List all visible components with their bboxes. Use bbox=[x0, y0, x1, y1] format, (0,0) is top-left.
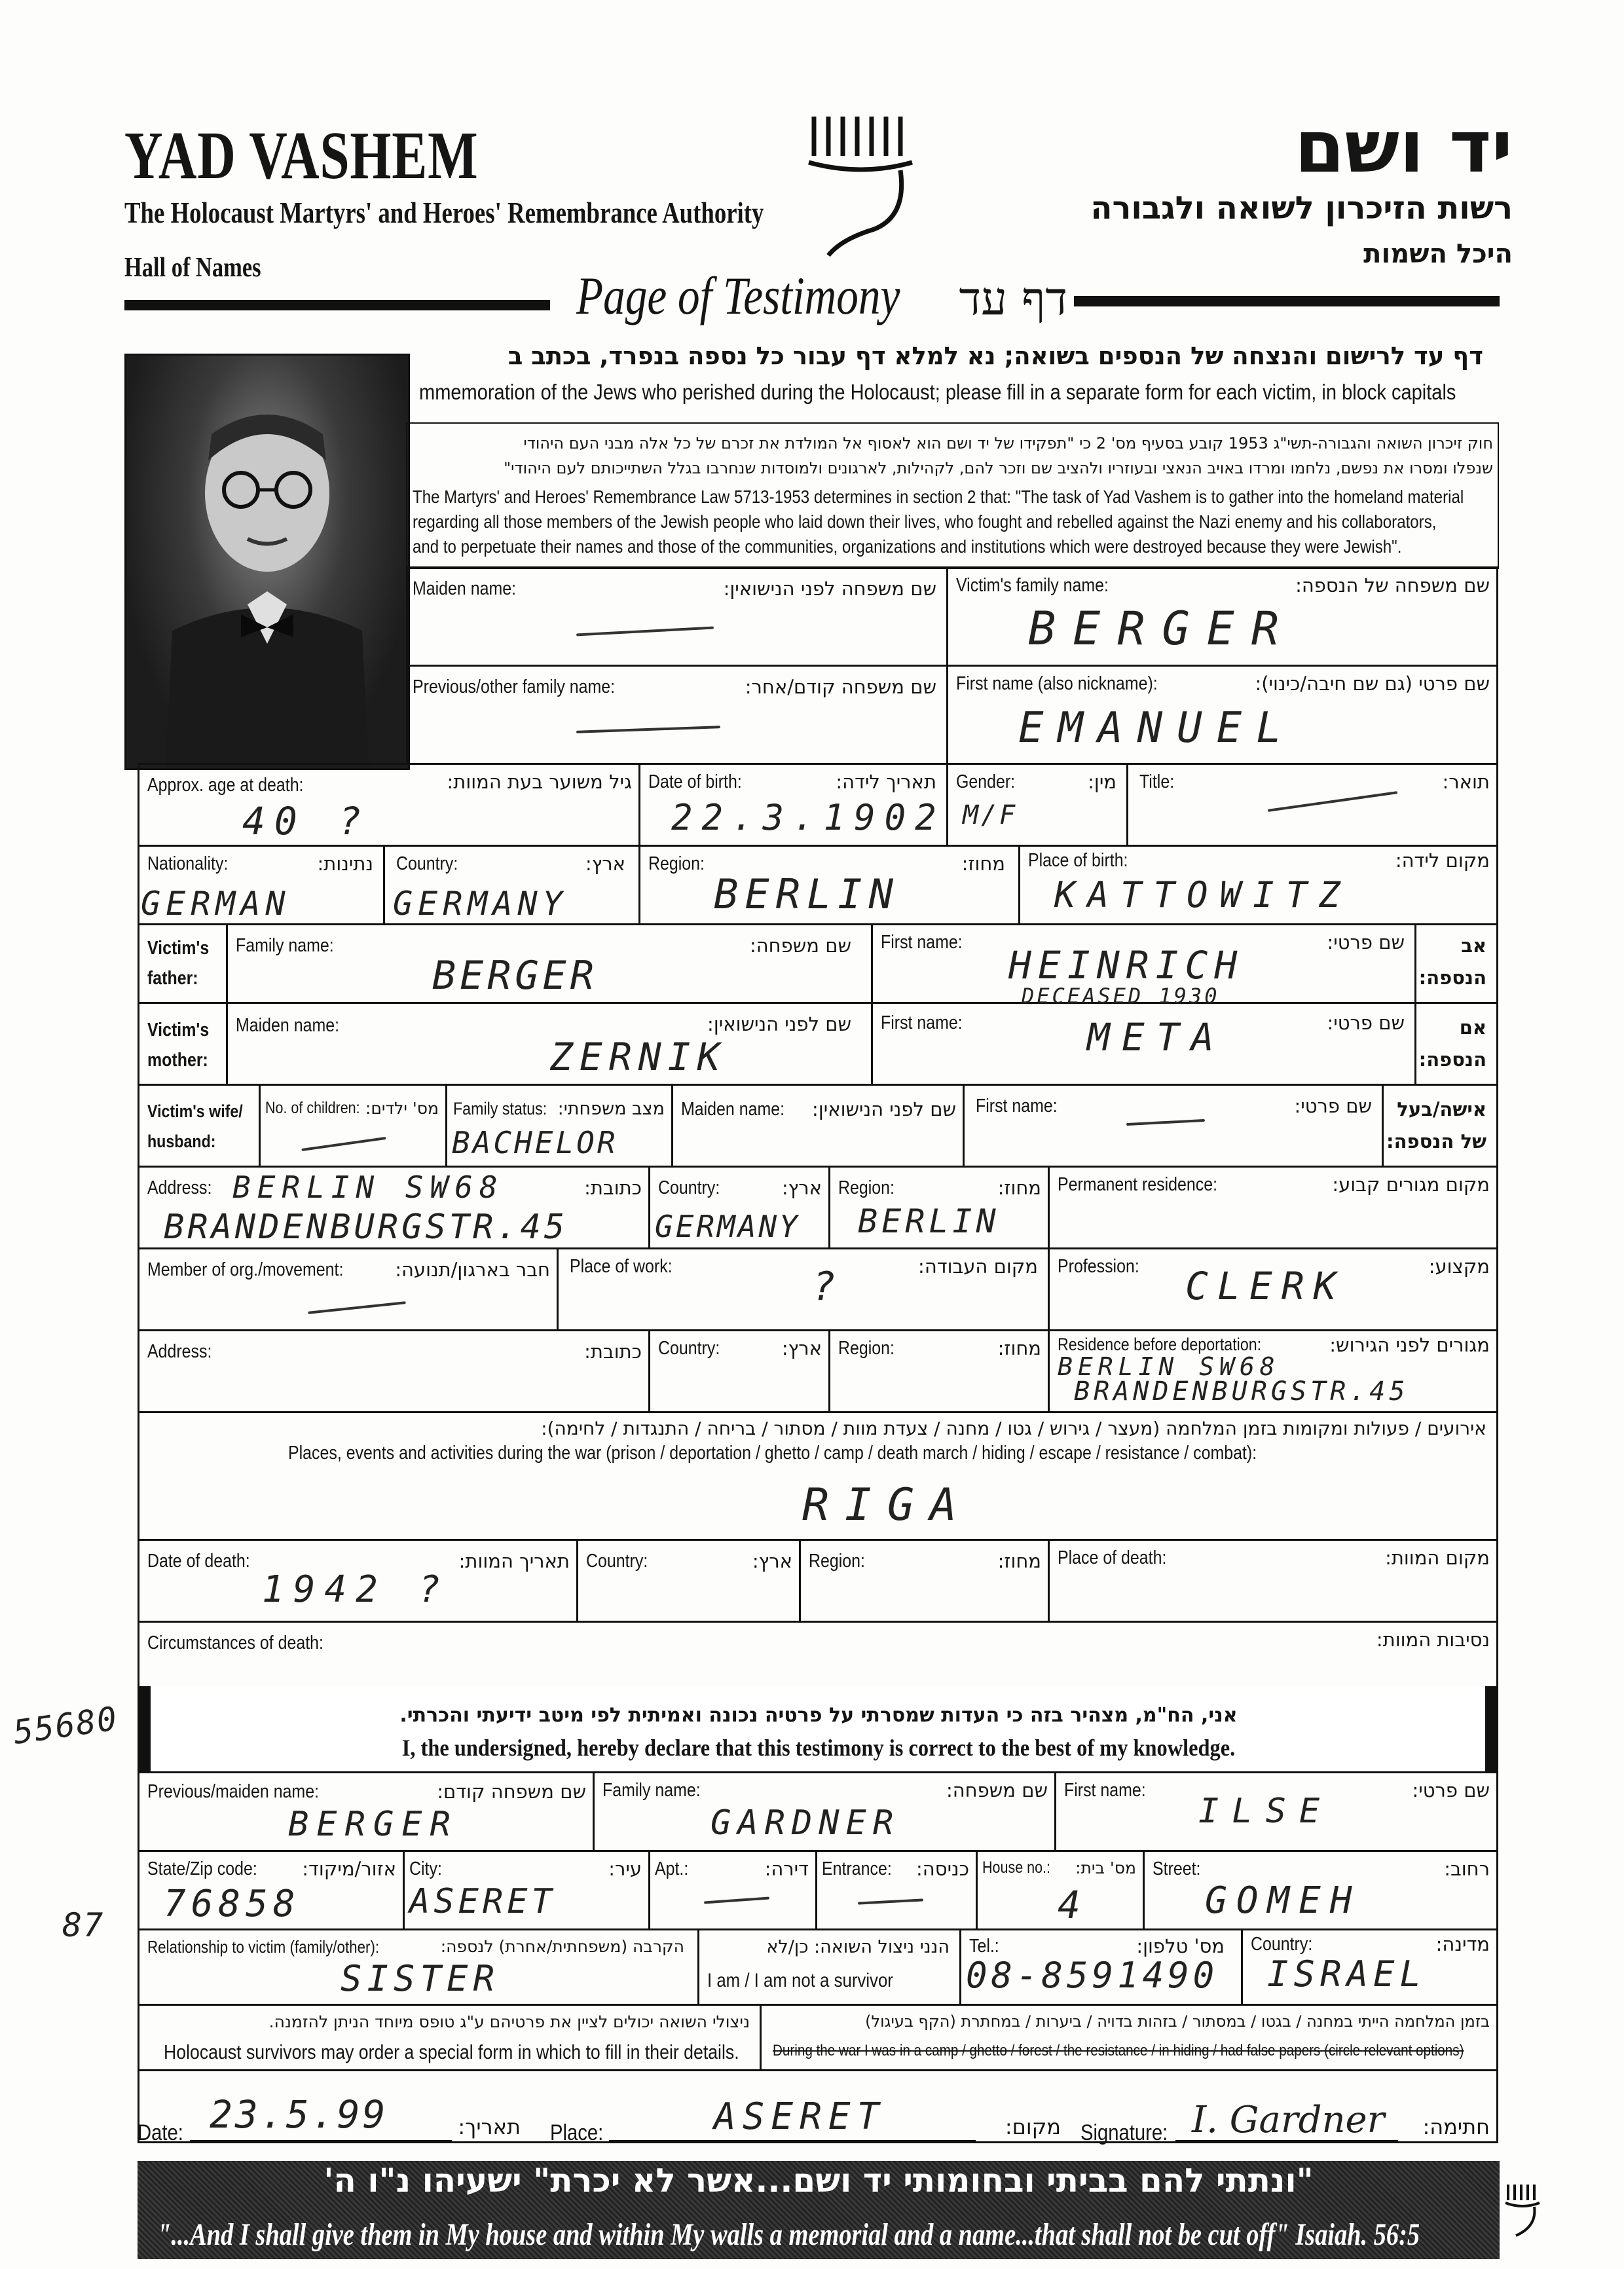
org-subtitle-en: The Holocaust Martyrs' and Heroes' Remembrance Authority bbox=[124, 196, 764, 229]
declaration-he: אני, הח"מ, מצהיר בזה כי העדות שמסרתי על פרטיה נכונה ואמיתית לפי מיטב ידיעתי והכרתי. bbox=[399, 1704, 1238, 1727]
death-region-label: Region: bbox=[809, 1551, 865, 1572]
place-of-birth-label-he: מקום לידה: bbox=[1395, 849, 1490, 872]
title-label: Title: bbox=[1139, 771, 1175, 792]
age-at-death-label-he: גיל משוער בעת המוות: bbox=[447, 771, 632, 793]
permanent-residence-label: Permanent residence: bbox=[1058, 1174, 1217, 1195]
address-region-label-he: מחוז: bbox=[997, 1177, 1041, 1199]
relationship-label-he: הקרבה (משפחתית/אחרת) לנספה: bbox=[440, 1937, 684, 1956]
dob-label-he: תאריך לידה: bbox=[836, 771, 936, 793]
family-status-label-he: מצב משפחתי: bbox=[557, 1099, 665, 1119]
victims-mother-label: Victim's mother: bbox=[147, 1020, 210, 1071]
signature-label: Signature: bbox=[1080, 2120, 1168, 2145]
death-country-label-he: ארץ: bbox=[752, 1550, 792, 1572]
entrance-label-he: כניסה: bbox=[916, 1858, 969, 1880]
address2-country-label-he: ארץ: bbox=[781, 1337, 822, 1359]
circumstances-label-he: נסיבות המוות: bbox=[1376, 1629, 1490, 1651]
country-label: Country: bbox=[396, 853, 458, 874]
spouse-label: Victim's wife/ husband: bbox=[147, 1101, 243, 1151]
form-title-he: דף עד bbox=[959, 272, 1067, 325]
wartime-en: During the war I was in a camp / ghetto / forest / the resistance / in hiding / had false papers (circle relevant options) bbox=[773, 2042, 1464, 2059]
date-label: Date: bbox=[138, 2120, 183, 2145]
law-en-2: regarding all those members of the Jewish people who laid down their lives, who fought and rebelled against the Nazi enemy and his collaborators, bbox=[413, 511, 1437, 532]
region-label-he: מחוז: bbox=[961, 853, 1005, 875]
death-country-label: Country: bbox=[586, 1551, 648, 1572]
entrance-label: Entrance: bbox=[822, 1858, 892, 1879]
law-he-1: חוק זיכרון השואה והגבורה-תשי"ג 1953 קובע בסעיף מס' 2 כי "תפקידו של יד ושם הוא לאסוף אל המולדת את זכרם של כל אלה מבני העם היהודי bbox=[523, 435, 1493, 451]
submitter-first-name-label-he: שם פרטי: bbox=[1412, 1779, 1490, 1801]
zip-value[interactable]: 76858 bbox=[164, 1883, 301, 1925]
spouse-maiden-label: Maiden name: bbox=[681, 1099, 785, 1120]
footer-logo-icon bbox=[1503, 2181, 1542, 2240]
events-label: Places, events and activities during the war (prison / deportation / ghetto / camp / death march / hiding / escape / resistance / combat): bbox=[288, 1443, 1257, 1464]
submitter-family-name-value[interactable]: GARDNER bbox=[710, 1803, 900, 1843]
death-region-label-he: מחוז: bbox=[997, 1550, 1041, 1572]
father-first-name-value[interactable]: HEINRICH bbox=[1008, 943, 1244, 987]
victim-first-name-value[interactable]: EMANUEL bbox=[1018, 704, 1296, 752]
zip-label-he: אזור/מיקוד: bbox=[302, 1858, 396, 1880]
nationality-label-he: נתינות: bbox=[317, 853, 373, 875]
date-of-death-value[interactable]: 1942 ? bbox=[262, 1568, 450, 1611]
submitter-previous-name-label-he: שם משפחה קודם: bbox=[437, 1780, 586, 1803]
place-of-death-label-he: מקום המוות: bbox=[1385, 1547, 1490, 1569]
submitter-first-name-label: First name: bbox=[1064, 1780, 1146, 1801]
member-org-label-he: חבר בארגון/תנועה: bbox=[395, 1259, 550, 1281]
mother-first-name-value[interactable]: META bbox=[1087, 1015, 1226, 1060]
org-title-en: YAD VASHEM bbox=[124, 118, 479, 193]
title-label-he: תואר: bbox=[1442, 771, 1490, 793]
father-family-name-value[interactable]: BERGER bbox=[432, 953, 598, 999]
submitter-family-name-label: Family name: bbox=[602, 1780, 701, 1801]
org-title-he: יד ושם bbox=[1294, 105, 1513, 189]
nationality-label: Nationality: bbox=[147, 853, 229, 874]
form-title-en: Page of Testimony bbox=[576, 266, 900, 325]
profession-label-he: מקצוע: bbox=[1428, 1255, 1490, 1278]
first-name-label: First name (also nickname): bbox=[956, 673, 1158, 694]
law-he-2: שנפלו ומסרו את נפשם, נלחמו ומרדו באויב הנאצי ובעוזריו ולהציב שם וזכר להם, לקהילות, לארגונים ולמוסדות שנחרבו בגלל השתייכותם לעם היהודי" bbox=[504, 460, 1493, 476]
law-en-3: and to perpetuate their names and those of the communities, organizations and institutions which were destroyed because they were Jewish". bbox=[413, 536, 1402, 557]
previous-family-name-label: Previous/other family name: bbox=[413, 676, 616, 697]
dob-label: Date of birth: bbox=[648, 771, 742, 792]
place-of-death-label: Place of death: bbox=[1058, 1547, 1167, 1568]
address2-region-label-he: מחוז: bbox=[997, 1337, 1041, 1359]
signature-value[interactable]: I. Gardner bbox=[1192, 2099, 1385, 2141]
spouse-first-name-label-he: שם פרטי: bbox=[1294, 1095, 1372, 1117]
address-country-label-he: ארץ: bbox=[781, 1177, 822, 1199]
street-label: Street: bbox=[1153, 1858, 1201, 1879]
apt-label-he: דירה: bbox=[764, 1858, 809, 1880]
spouse-label-he: אישה/בעל של הנספה: bbox=[1386, 1098, 1486, 1153]
declaration-en: I, the undersigned, hereby declare that this testimony is correct to the best of my knowledge. bbox=[401, 1735, 1236, 1761]
survivor-form-en: Holocaust survivors may order a special form in which to fill in their details. bbox=[164, 2040, 739, 2063]
events-value[interactable]: RIGA bbox=[802, 1479, 972, 1531]
mother-first-name-label: First name: bbox=[881, 1012, 963, 1033]
survivor-option: I am / I am not a survivor bbox=[707, 1970, 893, 1991]
tel-label: Tel.: bbox=[969, 1936, 999, 1957]
portrait-figure-icon bbox=[126, 356, 408, 768]
submitter-country-label-he: מדינה: bbox=[1435, 1933, 1490, 1955]
address-value-1[interactable]: BERLIN SW68 bbox=[232, 1170, 504, 1205]
circumstances-label: Circumstances of death: bbox=[147, 1633, 323, 1653]
father-label-he: אב הנספה: bbox=[1418, 934, 1486, 989]
place-of-birth-value[interactable]: KATTOWITZ bbox=[1054, 874, 1352, 915]
address2-label: Address: bbox=[147, 1341, 212, 1362]
house-no-label: House no.: bbox=[982, 1858, 1050, 1877]
city-value[interactable]: ASERET bbox=[409, 1882, 556, 1921]
place-value[interactable]: ASERET bbox=[714, 2095, 886, 2138]
children-label: No. of children: bbox=[265, 1099, 360, 1117]
law-en-1: The Martyrs' and Heroes' Remembrance Law 5713-1953 determines in section 2 that: "The task of Yad Vashem is to gather into the homeland material bbox=[413, 487, 1464, 507]
address-region-label: Region: bbox=[838, 1177, 895, 1198]
place-label-he: מקום: bbox=[1005, 2114, 1061, 2139]
margin-number-1: 55680 bbox=[10, 1699, 120, 1752]
profession-label: Profession: bbox=[1058, 1256, 1139, 1277]
maiden-name-label: Maiden name: bbox=[413, 578, 517, 599]
victim-photo bbox=[124, 354, 410, 770]
intro-he: דף עד לרישום והנצחה של הנספים בשואה; נא למלא דף עבור כל נספה בנפרד, בכתב ב bbox=[507, 342, 1483, 370]
footer-verse-he: "ונתתי להם בביתי ובחומותי יד ושם...אשר לא יכרת" ישעיהו נ"ו ה' bbox=[323, 2162, 1314, 2200]
yad-vashem-logo-icon bbox=[802, 105, 920, 262]
relationship-label: Relationship to victim (family/other): bbox=[147, 1937, 380, 1957]
father-first-name-label-he: שם פרטי: bbox=[1327, 931, 1405, 953]
mother-maiden-name-label-he: שם לפני הנישואין: bbox=[707, 1013, 851, 1035]
place-of-work-value[interactable]: ? bbox=[812, 1264, 845, 1310]
residence-before-deportation-value-2[interactable]: BRANDENBURGSTR.45 bbox=[1074, 1376, 1409, 1407]
residence-before-deportation-label: Residence before deportation: bbox=[1058, 1335, 1262, 1354]
maiden-name-label-he: שם משפחה לפני הנישואין: bbox=[723, 578, 936, 600]
intro-en: mmemoration of the Jews who perished during the Holocaust; please fill in a separate form for each victim, in block capitals bbox=[419, 380, 1456, 404]
city-label: City: bbox=[409, 1858, 442, 1879]
apt-label: Apt.: bbox=[655, 1858, 689, 1879]
address-label: Address: bbox=[147, 1177, 212, 1198]
age-value[interactable]: 40 ? bbox=[242, 799, 371, 843]
submitter-previous-name-value[interactable]: BERGER bbox=[288, 1805, 458, 1844]
margin-number-2: 87 bbox=[62, 1906, 105, 1944]
tel-label-he: מס' טלפון: bbox=[1136, 1935, 1225, 1957]
events-label-he: אירועים / פעולות ומקומות בזמן המלחמה (מעצר / גירוש / גטו / מחנה / צעדת מוות / מסתור / בריחה / התנגדות / לחימה): bbox=[541, 1420, 1486, 1438]
family-status-label: Family status: bbox=[453, 1099, 547, 1118]
region-value[interactable]: BERLIN bbox=[714, 870, 900, 918]
footer-verse-en: "...And I shall give them in My house and within My walls a memorial and a name...that shall not be cut off" Isaiah. 56:5 bbox=[157, 2217, 1420, 2252]
father-family-name-label-he: שם משפחה: bbox=[749, 934, 851, 957]
tel-value[interactable]: 08-8591490 bbox=[966, 1955, 1219, 1996]
submitter-first-name-value[interactable]: ILSE bbox=[1198, 1792, 1333, 1831]
date-value[interactable]: 23.5.99 bbox=[210, 2092, 388, 2137]
children-label-he: מס' ילדים: bbox=[365, 1099, 439, 1118]
submitter-country-label: Country: bbox=[1251, 1934, 1313, 1955]
mother-first-name-label-he: שם פרטי: bbox=[1327, 1012, 1405, 1034]
victim-family-name-label: Victim's family name: bbox=[956, 575, 1109, 596]
house-no-value[interactable]: 4 bbox=[1058, 1883, 1090, 1927]
gender-value[interactable]: M/F bbox=[963, 800, 1018, 830]
wartime-he: בזמן המלחמה הייתי במחנה / בגטו / במסתור / בזהות בדויה / ביערות / במחתרת (הקף בעיגול) bbox=[865, 2012, 1490, 2031]
age-at-death-label: Approx. age at death: bbox=[147, 775, 304, 796]
address-value-2[interactable]: BRANDENBURGSTR.45 bbox=[164, 1208, 568, 1247]
address2-region-label: Region: bbox=[838, 1338, 895, 1359]
father-first-name-label: First name: bbox=[881, 932, 963, 953]
father-family-name-label: Family name: bbox=[236, 935, 334, 956]
mother-maiden-name-label: Maiden name: bbox=[236, 1015, 340, 1036]
address-region-value[interactable]: BERLIN bbox=[858, 1202, 1000, 1240]
victims-father-label: Victim's father: bbox=[147, 938, 210, 989]
previous-family-name-label-he: שם משפחה קודם/אחר: bbox=[745, 676, 936, 698]
address2-label-he: כתובת: bbox=[584, 1340, 642, 1363]
profession-value[interactable]: CLERK bbox=[1185, 1264, 1346, 1308]
dob-value[interactable]: 22.3.1902 bbox=[671, 797, 946, 838]
address-country-label: Country: bbox=[658, 1177, 720, 1198]
gender-label-he: מין: bbox=[1088, 771, 1116, 793]
mother-label-he: אם הנספה: bbox=[1418, 1016, 1486, 1071]
date-of-death-label-he: תאריך המוות: bbox=[458, 1550, 570, 1572]
org-subtitle-he: רשות הזיכרון לשואה ולגבורה bbox=[1090, 190, 1513, 227]
survivor-label-he: הנני ניצול השואה: כן/לא bbox=[766, 1937, 950, 1957]
title-bar-right bbox=[1074, 296, 1500, 306]
date-of-death-label: Date of death: bbox=[147, 1551, 250, 1572]
address-country-value[interactable]: GERMANY bbox=[655, 1209, 800, 1244]
permanent-residence-label-he: מקום מגורים קבוע: bbox=[1332, 1173, 1490, 1196]
spouse-first-name-label: First name: bbox=[976, 1096, 1058, 1116]
victim-family-name-label-he: שם משפחה של הנספה: bbox=[1295, 574, 1490, 597]
street-value[interactable]: GOMEH bbox=[1205, 1879, 1361, 1922]
first-name-label-he: שם פרטי (גם שם חיבה/כינוי): bbox=[1255, 673, 1490, 695]
house-no-label-he: מס' בית: bbox=[1075, 1858, 1136, 1877]
place-label: Place: bbox=[550, 2120, 604, 2145]
spouse-maiden-label-he: שם לפני הנישואין: bbox=[812, 1098, 956, 1120]
relationship-value[interactable]: SISTER bbox=[341, 1958, 500, 1999]
address-label-he: כתובת: bbox=[584, 1177, 642, 1199]
submitter-country-value[interactable]: ISRAEL bbox=[1267, 1953, 1427, 1995]
place-of-birth-label: Place of birth: bbox=[1028, 850, 1128, 871]
region-label: Region: bbox=[648, 853, 705, 874]
mother-maiden-name-value[interactable]: ZERNIK bbox=[550, 1035, 727, 1079]
residence-before-deportation-value-1[interactable]: BERLIN SW68 bbox=[1058, 1352, 1280, 1381]
signature-label-he: חתימה: bbox=[1422, 2114, 1490, 2139]
family-status-value[interactable]: BACHELOR bbox=[452, 1125, 618, 1160]
father-deceased-note: DECEASED 1930 bbox=[1022, 984, 1220, 1008]
member-org-label: Member of org./movement: bbox=[147, 1259, 344, 1280]
gender-label: Gender: bbox=[956, 771, 1016, 792]
title-bar-left bbox=[124, 300, 550, 310]
hall-of-names-en: Hall of Names bbox=[124, 253, 261, 283]
submitter-family-name-label-he: שם משפחה: bbox=[946, 1779, 1048, 1801]
country-value[interactable]: GERMANY bbox=[393, 885, 568, 923]
country-label-he: ארץ: bbox=[585, 853, 625, 875]
submitter-previous-name-label: Previous/maiden name: bbox=[147, 1781, 320, 1802]
street-label-he: רחוב: bbox=[1444, 1858, 1490, 1880]
city-label-he: עיר: bbox=[608, 1858, 642, 1880]
victim-family-name-value[interactable]: BERGER bbox=[1028, 602, 1296, 655]
hall-of-names-he: היכל השמות bbox=[1363, 239, 1513, 269]
nationality-value[interactable]: GERMAN bbox=[141, 885, 291, 923]
address2-country-label: Country: bbox=[658, 1338, 720, 1359]
zip-label: State/Zip code: bbox=[147, 1858, 257, 1879]
date-label-he: תאריך: bbox=[458, 2114, 521, 2139]
residence-before-deportation-label-he: מגורים לפני הגירוש: bbox=[1329, 1334, 1490, 1356]
place-of-work-label: Place of work: bbox=[570, 1256, 673, 1277]
place-of-work-label-he: מקום העבודה: bbox=[918, 1255, 1038, 1278]
survivor-form-he: ניצולי השואה יכולים לציין את פרטיהם ע"ג טופס מיוחד הניתן להזמנה. bbox=[268, 2012, 750, 2031]
